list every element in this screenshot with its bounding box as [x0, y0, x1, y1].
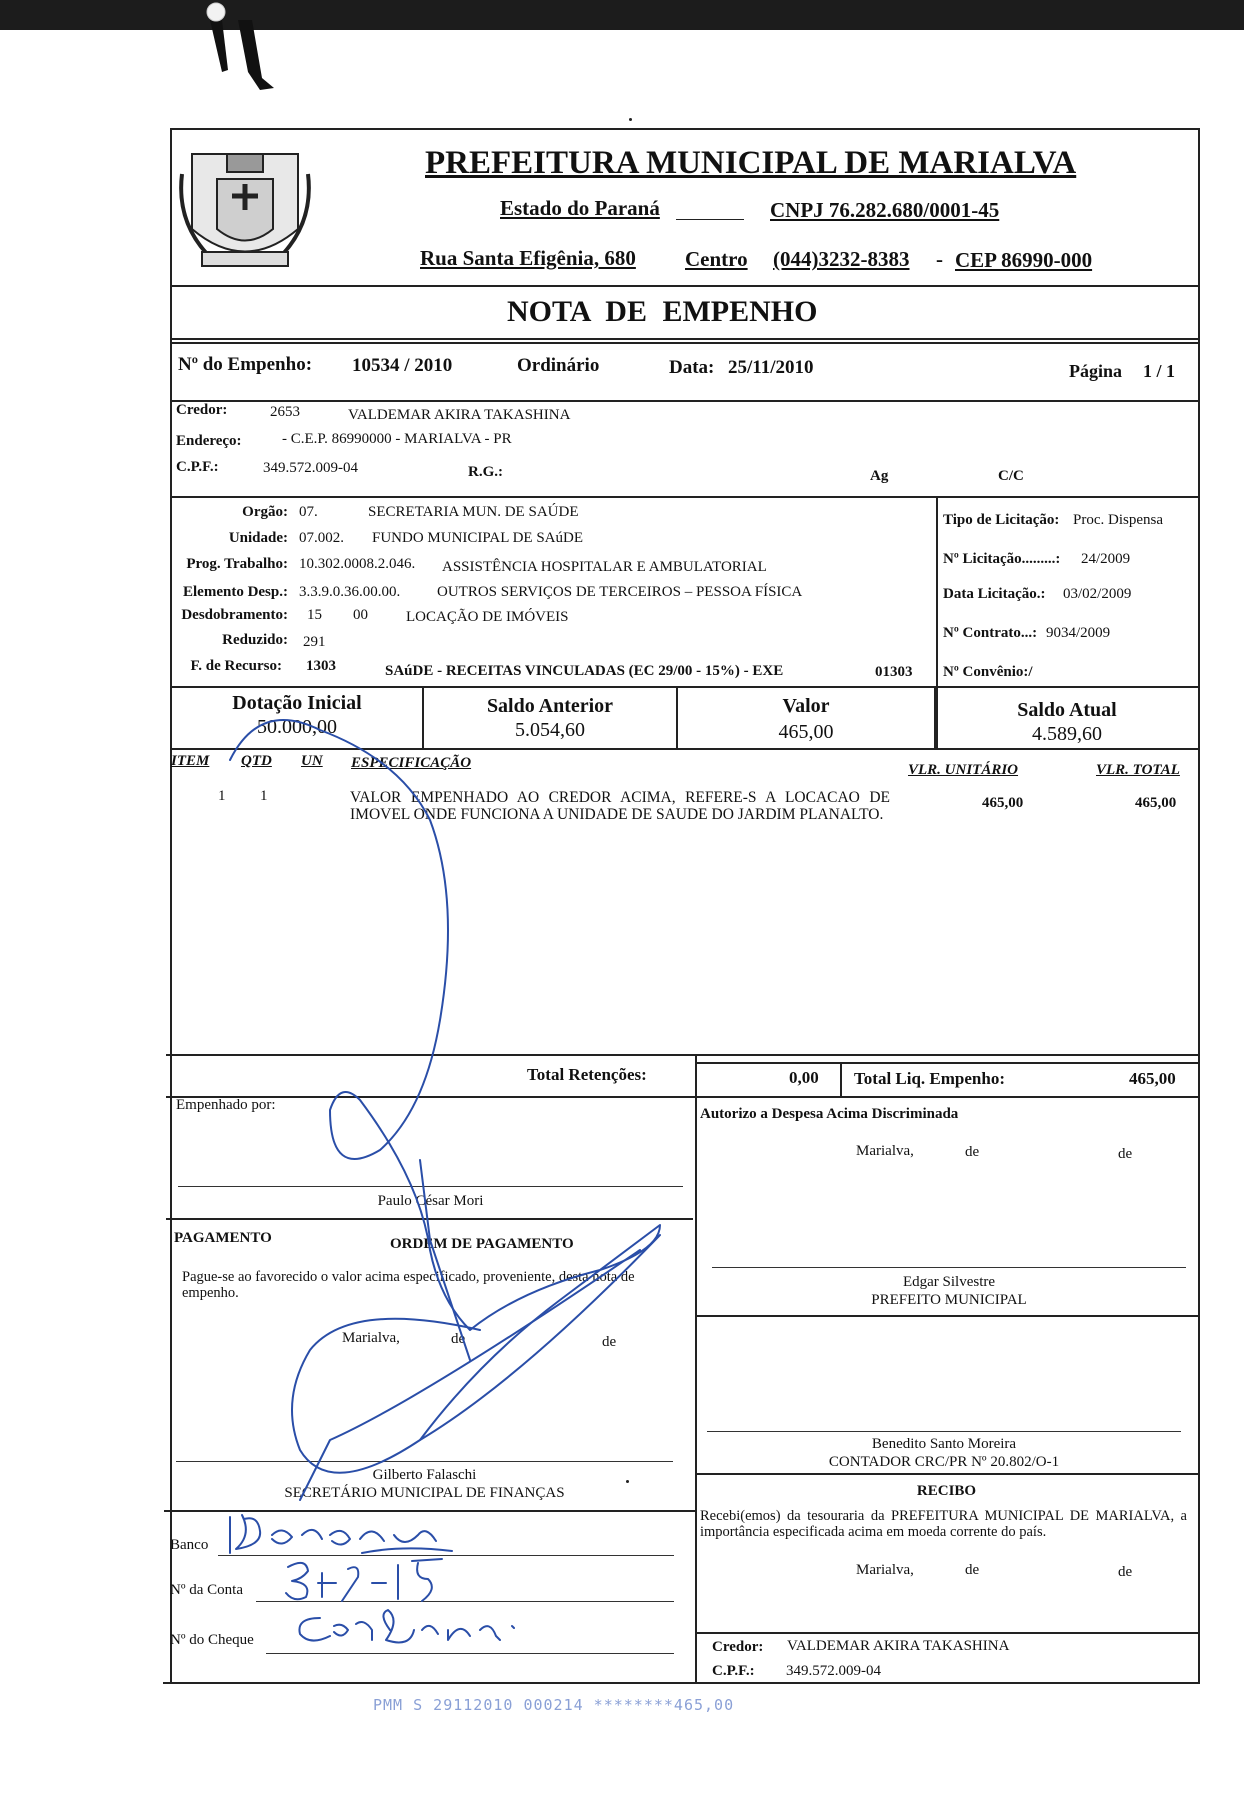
empenho-number-label: Nº do Empenho:: [178, 354, 313, 375]
reduzido-label: Reduzido:: [222, 632, 288, 648]
state-label: Estado do Paraná: [500, 196, 660, 220]
valor-value: 465,00: [778, 721, 834, 743]
payment-stamp: PMM S 29112010 000214 ********465,00: [373, 1696, 735, 1714]
valor-label: Valor: [782, 695, 830, 717]
cc-label: C/C: [998, 468, 1024, 484]
credor-label: Credor:: [176, 402, 228, 418]
endereco-label: Endereço:: [176, 433, 242, 449]
secretario-title: SECRETÁRIO MUNICIPAL DE FINANÇAS: [284, 1485, 565, 1501]
recibo-credor: VALDEMAR AKIRA TAKASHINA: [787, 1638, 1010, 1654]
empenho-date: 25/11/2010: [728, 357, 814, 378]
prog-code: 10.302.0008.2.046.: [299, 556, 416, 572]
address-district: Centro: [685, 247, 748, 271]
page-label: Página: [1069, 361, 1123, 381]
unidade-label: Unidade:: [228, 530, 288, 546]
saldo-anterior-label: Saldo Anterior: [486, 695, 614, 717]
desdobramento-code-2: 00: [353, 607, 368, 623]
row-item: 1: [218, 788, 226, 804]
page-number: 1 / 1: [1143, 361, 1176, 381]
cep: CEP 86990-000: [955, 248, 1093, 272]
prefeito-name: Edgar Silvestre: [902, 1274, 996, 1290]
recurso-code-2: 01303: [875, 664, 913, 680]
prog: ASSISTÊNCIA HOSPITALAR E AMBULATORIAL: [442, 559, 767, 575]
cnpj: CNPJ 76.282.680/0001-45: [770, 198, 1000, 222]
col-item: ITEM: [171, 753, 210, 769]
scan-top-border: [0, 0, 1244, 30]
secretario-name: Gilberto Falaschi: [372, 1467, 477, 1483]
ag-label: Ag: [870, 468, 889, 484]
empenho-date-label: Data:: [669, 357, 715, 378]
scan-artifact-figure: [200, 0, 295, 95]
row-qtd: 1: [260, 788, 268, 804]
col-unit: VLR. UNITÁRIO: [908, 762, 1019, 778]
contrato-label: Nº Contrato...:: [943, 625, 1038, 641]
data-licitacao-label: Data Licitação.:: [943, 586, 1046, 602]
autorizo-label: Autorizo a Despesa Acima Discriminada: [700, 1106, 959, 1122]
cpf: 349.572.009-04: [263, 460, 358, 476]
col-total: VLR. TOTAL: [1096, 762, 1180, 778]
orgao-label: Orgão:: [242, 504, 288, 520]
credor-code: 2653: [270, 404, 300, 420]
recibo-de-1: de: [965, 1562, 980, 1578]
unidade: FUNDO MUNICIPAL DE SAúDE: [372, 530, 583, 546]
contrato: 9034/2009: [1046, 625, 1111, 641]
address-street: Rua Santa Efigênia, 680: [420, 246, 636, 270]
empenhado-por-label: Empenhado por:: [176, 1097, 276, 1113]
recurso-label: F. de Recurso:: [190, 658, 282, 674]
org-title: PREFEITURA MUNICIPAL DE MARIALVA: [425, 145, 1077, 181]
total-liq-value: 465,00: [1129, 1069, 1176, 1088]
recibo-cpf: 349.572.009-04: [786, 1663, 881, 1679]
phone: (044)3232-8383: [773, 247, 910, 271]
tipo-licitacao-label: Tipo de Licitação:: [943, 512, 1060, 528]
coat-of-arms-icon: [172, 134, 318, 280]
handwritten-cheque: [290, 1600, 520, 1655]
credor-name: VALDEMAR AKIRA TAKASHINA: [348, 407, 571, 423]
scan-dot: [626, 1480, 629, 1483]
dotacao-label: Dotação Inicial: [232, 692, 362, 714]
contador-title: CONTADOR CRC/PR Nº 20.802/O-1: [828, 1454, 1060, 1470]
empenho-number: 10534 / 2010: [352, 355, 453, 376]
doc-title: NOTA DE EMPENHO: [507, 295, 818, 328]
total-liq-label: Total Liq. Empenho:: [854, 1069, 1005, 1088]
rg-label: R.G.:: [468, 464, 503, 480]
col-spec: ESPECIFICAÇÃO: [351, 755, 472, 771]
desdobramento-code-1: 15: [307, 607, 322, 623]
num-licitacao: 24/2009: [1081, 551, 1131, 567]
recibo-de-2: de: [1118, 1564, 1133, 1580]
orgao-code: 07.: [299, 504, 318, 520]
pagamento-label: PAGAMENTO: [174, 1230, 272, 1246]
elemento-code: 3.3.9.0.36.00.00.: [299, 584, 401, 600]
empenhado-name: Paulo César Mori: [377, 1193, 484, 1209]
convenio-label: Nº Convênio:/: [943, 664, 1033, 680]
endereco: - C.E.P. 86990000 - MARIALVA - PR: [282, 431, 512, 447]
dotacao-value: 50.000,00: [257, 716, 337, 738]
payment-de-2: de: [602, 1334, 617, 1350]
saldo-anterior-value: 5.054,60: [515, 719, 585, 741]
recibo-city: Marialva,: [856, 1562, 914, 1578]
col-un: UN: [301, 753, 323, 769]
payment-de-1: de: [451, 1331, 466, 1347]
row-spec: VALOR EMPENHADO AO CREDOR ACIMA, REFERE-S A LOCACAO DE IMOVEL ONDE FUNCIONA A UNIDADE DE SAUDE DO JARDIM PLANALTO.: [350, 789, 890, 823]
payment-city: Marialva,: [342, 1330, 400, 1346]
recibo-text: Recebi(emos) da tesouraria da PREFEITURA MUNICIPAL DE MARIALVA, a importância especificada acima em moeda corrente do país.: [700, 1508, 1187, 1540]
reduzido: 291: [303, 634, 326, 650]
empenho-type: Ordinário: [517, 355, 600, 376]
separator: -: [936, 247, 943, 271]
prog-label: Prog. Trabalho:: [186, 556, 288, 572]
prefeito-title: PREFEITO MUNICIPAL: [871, 1292, 1027, 1308]
recibo-title: RECIBO: [916, 1483, 977, 1499]
recibo-cpf-label: C.P.F.:: [712, 1663, 755, 1679]
saldo-atual-label: Saldo Atual: [1017, 699, 1117, 721]
conta-label: Nº da Conta: [170, 1582, 243, 1598]
col-qtd: QTD: [241, 753, 272, 769]
retencoes-label: Total Retenções:: [527, 1065, 647, 1084]
contador-name: Benedito Santo Moreira: [871, 1436, 1017, 1452]
payment-text: Pague-se ao favorecido o valor acima especificado, proveniente, desta nota de empenho.: [182, 1269, 635, 1301]
num-licitacao-label: Nº Licitação.........:: [943, 551, 1061, 567]
retencoes-value: 0,00: [789, 1068, 819, 1087]
cheque-label: Nº do Cheque: [170, 1632, 254, 1648]
data-licitacao: 03/02/2009: [1063, 586, 1132, 602]
autorizo-de-2: de: [1118, 1146, 1133, 1162]
recibo-credor-label: Credor:: [712, 1639, 764, 1655]
banco-label: Banco: [170, 1537, 209, 1553]
orgao: SECRETARIA MUN. DE SAÚDE: [368, 504, 579, 520]
autorizo-de-1: de: [965, 1144, 980, 1160]
row-total: 465,00: [1135, 795, 1177, 811]
recurso-code: 1303: [306, 658, 336, 674]
recurso: SAúDE - RECEITAS VINCULADAS (EC 29/00 - 15%) - EXE: [385, 663, 784, 679]
tipo-licitacao: Proc. Dispensa: [1073, 512, 1163, 528]
desdobramento-label: Desdobramento:: [181, 607, 288, 623]
elemento: OUTROS SERVIÇOS DE TERCEIROS – PESSOA FÍSICA: [437, 584, 803, 600]
desdobramento: LOCAÇÃO DE IMÓVEIS: [406, 609, 569, 625]
ordem-label: ORDEM DE PAGAMENTO: [390, 1236, 574, 1252]
unidade-code: 07.002.: [299, 530, 344, 546]
saldo-atual-value: 4.589,60: [1032, 723, 1102, 745]
cpf-label: C.P.F.:: [176, 459, 219, 475]
scan-dot: [629, 118, 632, 121]
elemento-label: Elemento Desp.:: [183, 584, 288, 600]
autorizo-city: Marialva,: [856, 1143, 914, 1159]
row-unit: 465,00: [982, 795, 1024, 811]
